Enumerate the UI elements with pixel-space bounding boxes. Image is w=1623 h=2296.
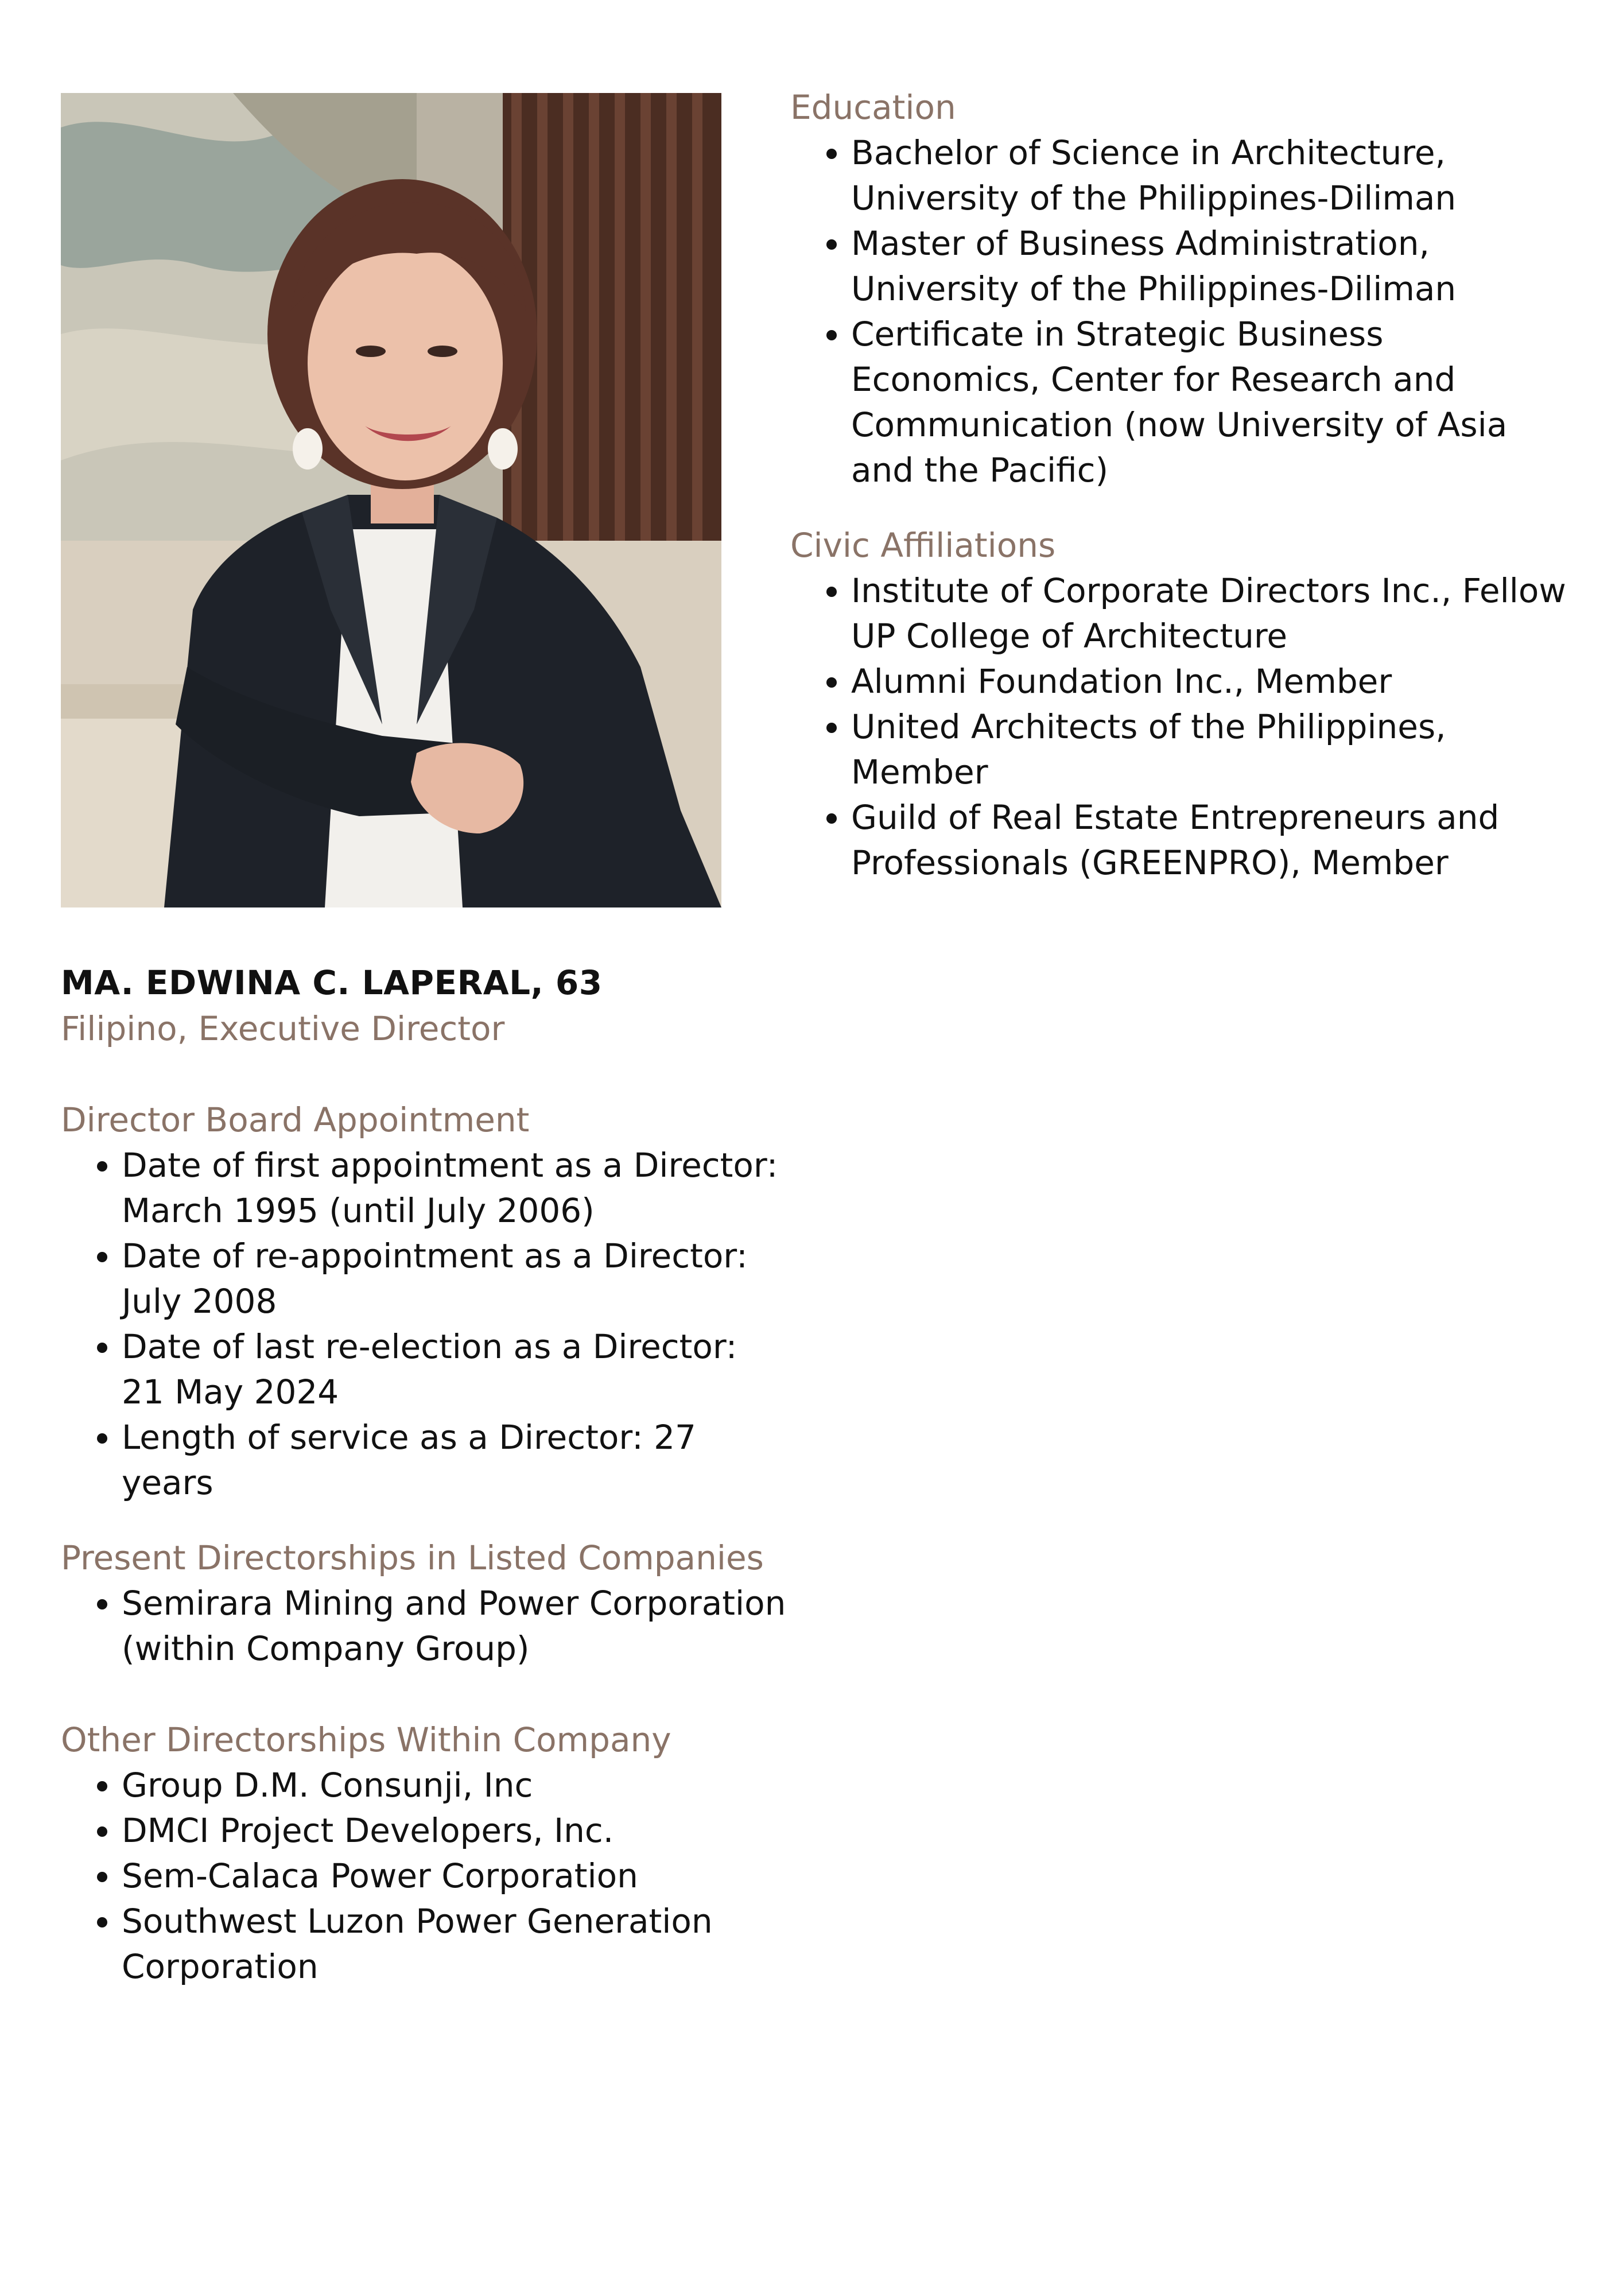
- list-item: • Sem-Calaca Power Corporation: [122, 1853, 790, 1899]
- list-item: • Master of Business Administration, University of the Philippines-Diliman: [851, 221, 1571, 312]
- person-name: MA. EDWINA C. LAPERAL, 63: [61, 963, 603, 1002]
- director-board-list: [61, 1143, 790, 1506]
- list-item: • Date of first appointment as a Director: March 1995 (until July 2006): [122, 1143, 790, 1234]
- list-item: • Southwest Luzon Power Generation Corporation: [122, 1899, 790, 1989]
- portrait-photo: [61, 93, 721, 907]
- list-item: • Length of service as a Director: 27 years: [122, 1415, 790, 1506]
- person-subtitle: Filipino, Executive Director: [61, 1009, 505, 1048]
- profile-left-column: [61, 960, 790, 1989]
- list-item: • United Architects of the Philippines, Member: [851, 704, 1571, 795]
- list-item: • DMCI Project Developers, Inc.: [122, 1808, 790, 1853]
- present-directorships-heading: Present Directorships in Listed Companies: [61, 1538, 764, 1577]
- education-heading: Education: [790, 88, 956, 127]
- list-item: • Date of re-appointment as a Director: July 2008: [122, 1234, 790, 1324]
- list-item: • Semirara Mining and Power Corporation (within Company Group): [122, 1581, 790, 1671]
- list-item: • Institute of Corporate Directors Inc., Fellow UP College of Architecture: [851, 568, 1571, 659]
- civic-affiliations-heading: Civic Affiliations: [790, 526, 1056, 565]
- profile-right-column: [790, 85, 1571, 886]
- director-board-heading: Director Board Appointment: [61, 1100, 530, 1139]
- list-item: • Group D.M. Consunji, Inc: [122, 1763, 790, 1808]
- other-directorships-heading: Other Directorships Within Company: [61, 1720, 671, 1759]
- list-item: • Alumni Foundation Inc., Member: [851, 659, 1571, 704]
- list-item: • Certificate in Strategic Business Economics, Center for Research and Communication (now University of Asia and the Pacific): [851, 312, 1571, 493]
- education-list: [790, 130, 1571, 493]
- other-directorships-list: [61, 1763, 790, 1989]
- list-item: • Date of last re-election as a Director: 21 May 2024: [122, 1324, 790, 1415]
- present-directorships-list: [61, 1581, 790, 1671]
- list-item: • Guild of Real Estate Entrepreneurs and Professionals (GREENPRO), Member: [851, 795, 1571, 886]
- list-item: • Bachelor of Science in Architecture, University of the Philippines-Diliman: [851, 130, 1571, 221]
- civic-affiliations-list: [790, 568, 1571, 886]
